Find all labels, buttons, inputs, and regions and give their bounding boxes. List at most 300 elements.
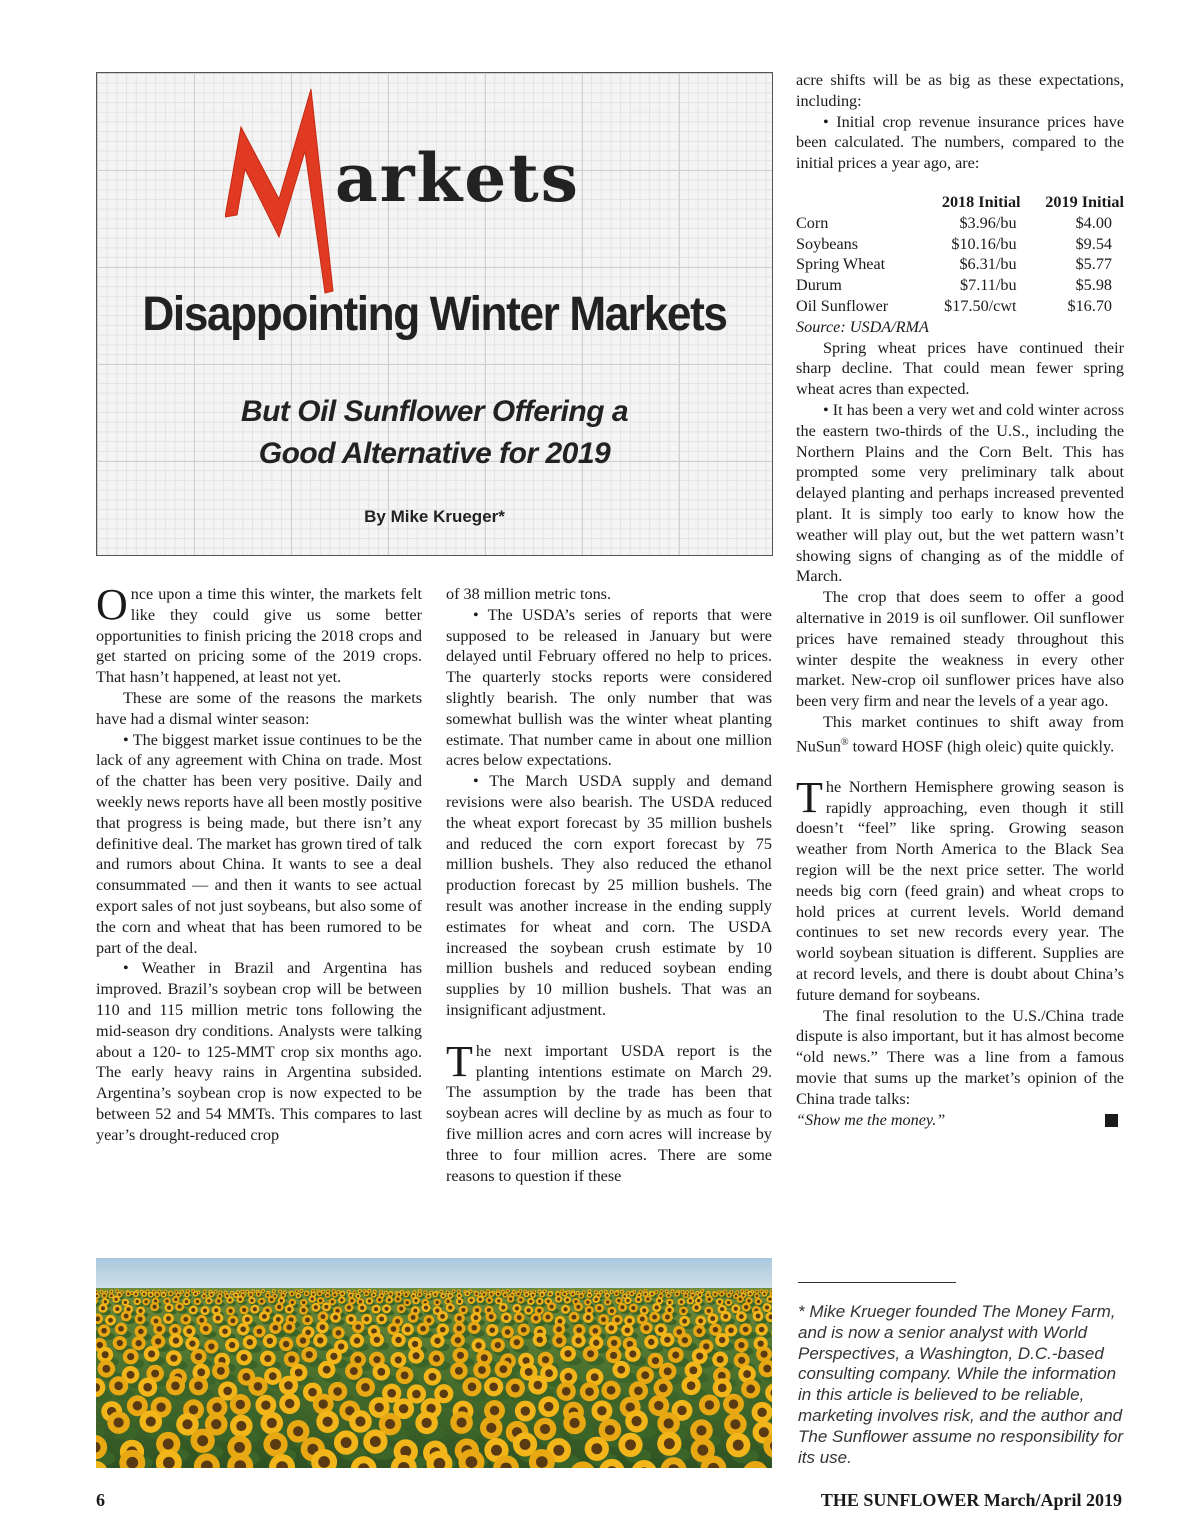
sunflower-center (458, 1294, 461, 1297)
sunflower-center (475, 1293, 478, 1296)
sunflower-center (757, 1300, 760, 1303)
sunflower-center (320, 1324, 326, 1330)
sunflower-center (505, 1329, 511, 1335)
sunflower-center (676, 1329, 682, 1335)
paragraph: The final resolution to the U.S./China trade dispute is also important, but it has almost become “old news.” There was a line from a famous movie that sums up the market’s opinion of the China trade talks: (796, 1006, 1124, 1108)
sunflower-center (230, 1318, 235, 1323)
sunflower-center (689, 1299, 692, 1302)
sunflower-center (564, 1373, 572, 1381)
sunflower-center (682, 1291, 684, 1293)
sunflower-center (589, 1290, 591, 1292)
sunflower-center (399, 1404, 408, 1413)
sunflower-center (186, 1328, 192, 1334)
sunflower-center (646, 1297, 649, 1300)
sunflower-center (534, 1381, 543, 1390)
sunflower-center (318, 1399, 327, 1408)
sunflower-center (610, 1309, 614, 1313)
table-cell-2018: $7.11/bu (960, 276, 1017, 295)
sunflower-center (156, 1293, 159, 1296)
sunflower-center (347, 1305, 351, 1309)
sunflower-center (279, 1291, 281, 1293)
table-cell-crop: Soybeans (796, 234, 859, 253)
text-run: toward HOSF (high oleic) quite quickly. (848, 737, 1115, 756)
sunflower-center (488, 1299, 491, 1302)
table-cell-2018: $10.16/bu (951, 234, 1017, 253)
sunflower-center (627, 1292, 629, 1294)
sunflower-center (538, 1291, 540, 1293)
sunflower-center (768, 1297, 771, 1300)
sunflower-center (497, 1299, 500, 1302)
sunflower-center (395, 1356, 402, 1363)
sunflower-center (210, 1293, 213, 1296)
sunflower-center (558, 1319, 563, 1324)
sunflower-center (127, 1307, 131, 1311)
sunflower-center (597, 1306, 601, 1310)
sunflower-center (708, 1298, 711, 1301)
sunflower-center (743, 1370, 751, 1378)
paragraph: The next important USDA report is the planting intentions estimate on March 29. The assumption by the trade has been that soybean acres will decline by as much as four to five million acres and corn acres will increase by three to four million acres. There are some reasons to question if these (446, 1036, 772, 1185)
sunflower-center (729, 1399, 738, 1408)
sunflower-center (615, 1317, 620, 1322)
sunflower-center (501, 1305, 505, 1309)
sunflower-center (211, 1419, 221, 1429)
sunflower-center (606, 1300, 609, 1303)
sunflower-center (374, 1307, 378, 1311)
sunflower-center (350, 1367, 358, 1375)
sunflower-center (250, 1299, 253, 1302)
sunflower-center (658, 1299, 661, 1302)
sunflower-center (720, 1307, 724, 1311)
sunflower-center (150, 1293, 153, 1296)
sunflower-center (143, 1383, 152, 1392)
article-column-2 (446, 584, 772, 1186)
bullet-paragraph: • The biggest market issue continues to be the lack of any agreement with China on trade. Most of the chatter has been very positive. Daily and weekly news reports have all been mostly positive that progress is being made, but there isn’t any definitive deal. The market has grown tired of talk and rumors about China. It wants to see a deal consummated — and then it wants to see actual export sales of not just soybeans, but also some of the corn and wheat that has been rumored to be part of the deal. (96, 730, 422, 957)
sunflower-center (695, 1306, 699, 1310)
sunflower-center (177, 1294, 180, 1297)
sunflower-center (183, 1317, 188, 1322)
sunflower-center (385, 1307, 389, 1311)
sunflower-center (282, 1294, 285, 1297)
sunflower-center (487, 1290, 489, 1292)
sunflower-center (379, 1317, 384, 1322)
sunflower-center (749, 1293, 752, 1296)
sunflower-center (242, 1294, 245, 1297)
sunflower-center (453, 1290, 455, 1292)
sunflower-center (296, 1290, 298, 1292)
sunflower-center (664, 1438, 675, 1449)
sunflower-center (544, 1402, 553, 1411)
sunflower-center (447, 1291, 449, 1293)
sunflower-center (170, 1292, 173, 1295)
sunflower-center (155, 1338, 161, 1344)
sunflower-center (440, 1291, 442, 1293)
sunflower-center (314, 1305, 318, 1309)
sunflower-center (701, 1290, 703, 1292)
sunflower-center (246, 1291, 248, 1293)
sunflower-center (323, 1417, 333, 1427)
sunflower-center (468, 1382, 477, 1391)
sunflower-center (101, 1306, 105, 1310)
sunflower-center (626, 1299, 629, 1302)
sunflower-center (627, 1318, 632, 1323)
sunflower-center (215, 1291, 217, 1293)
sunflower-center (687, 1381, 696, 1390)
sunflower-center (765, 1305, 769, 1309)
sunflower-center (742, 1294, 745, 1297)
sunflower-center (115, 1307, 119, 1311)
sunflower-center (214, 1308, 218, 1312)
sunflower-center (593, 1340, 599, 1346)
sunflower-center (236, 1421, 246, 1431)
sunflower-center (359, 1290, 361, 1292)
sunflower-center (412, 1390, 421, 1399)
sunflower-center (348, 1291, 350, 1293)
table-cell-crop: Spring Wheat (796, 255, 886, 274)
sunflower-center (631, 1416, 641, 1426)
author-footnote: * Mike Krueger founded The Money Farm, and is now a senior analyst with World Perspectives, a Washington, D.C.-based consulting company. While the information in this article is believed to be reliable, marketing involves risk, and the author and The Sunflower assume no responsibility for its use. (798, 1302, 1124, 1467)
sunflower-center (652, 1315, 657, 1320)
sunflower-center (101, 1328, 107, 1334)
table-cell-2019: $5.77 (1075, 255, 1112, 274)
page-number: 6 (96, 1490, 105, 1510)
sunflower-center (600, 1291, 602, 1293)
sunflower-center (166, 1316, 171, 1321)
sunflower-center (124, 1314, 129, 1319)
sunflower-center (435, 1301, 438, 1304)
sunflower-center (489, 1327, 495, 1333)
sunflower-center (242, 1308, 246, 1312)
sunflower-center (610, 1352, 617, 1359)
sunflower-center (736, 1292, 738, 1294)
sunflower-center (689, 1366, 697, 1374)
sunflower-center (586, 1315, 591, 1320)
sunflower-center (311, 1297, 314, 1300)
sunflower-center (707, 1309, 711, 1313)
sunflower-center (587, 1350, 594, 1357)
sunflower-center (537, 1337, 543, 1343)
sunflower-center (566, 1298, 569, 1301)
subhead (97, 391, 772, 475)
sunflower-center (448, 1306, 452, 1310)
sunflower-center (625, 1439, 636, 1450)
sunflower-center (738, 1357, 745, 1364)
footnote-rule (798, 1282, 956, 1283)
sunflower-center (661, 1290, 663, 1292)
sunflower-center (652, 1357, 659, 1364)
sunflower-center (513, 1291, 515, 1293)
table-header-2019: 2019 Initial (1045, 192, 1124, 211)
sunflower-center (759, 1327, 765, 1333)
sunflower-center (525, 1368, 533, 1376)
sunflower-center (110, 1291, 112, 1293)
sunflower-center (664, 1418, 674, 1428)
sunflower-center (756, 1291, 758, 1293)
table-row (796, 296, 1124, 317)
subhead-line-1: But Oil Sunflower Offering a (240, 395, 629, 428)
sunflower-center (162, 1293, 165, 1296)
sunflower-center (576, 1305, 580, 1309)
sunflower-center (735, 1295, 738, 1298)
sunflower-center (475, 1342, 481, 1348)
sunflower-center (165, 1299, 168, 1302)
sunflower-center (521, 1327, 527, 1333)
sunflower-center (326, 1294, 329, 1297)
sunflower-center (458, 1300, 461, 1303)
sunflower-center (470, 1290, 472, 1292)
sunflower-center (414, 1299, 417, 1302)
table-source: Source: USDA/RMA (796, 317, 929, 336)
sunflower-center (611, 1291, 613, 1293)
sunflower-center (273, 1325, 279, 1331)
sunflower-center (144, 1300, 147, 1303)
table-cell-2019: $16.70 (1067, 296, 1112, 315)
sunflower-center (746, 1291, 748, 1293)
sunflower-center (286, 1324, 292, 1330)
sunflower-center (412, 1295, 415, 1298)
sunflower-center (677, 1406, 686, 1415)
sunflower-center (185, 1300, 188, 1303)
sunflower-center (385, 1292, 387, 1294)
sunflower-center (336, 1330, 342, 1336)
sunflower-center (364, 1317, 369, 1322)
sunflower-center (757, 1408, 766, 1417)
sunflower-center (730, 1419, 740, 1429)
sunflower-center (231, 1292, 233, 1294)
sunflower-center (97, 1342, 103, 1348)
sunflower-center (360, 1306, 364, 1310)
sunflower-center (373, 1356, 380, 1363)
sunflower-center (302, 1308, 306, 1312)
sunflower-center (515, 1306, 519, 1310)
table-cell-2019: $4.00 (1075, 213, 1112, 232)
sunflower-center (395, 1319, 400, 1324)
sunflower-center (509, 1297, 512, 1300)
sunflower-center (623, 1295, 626, 1298)
sunflower-center (641, 1371, 649, 1379)
sunflower-center (207, 1299, 210, 1302)
sunflower-center (151, 1370, 159, 1378)
sunflower-center (254, 1382, 263, 1391)
closing-quote: “Show me the money.” (796, 1110, 946, 1129)
sunflower-center (514, 1339, 520, 1345)
sunflower-center (245, 1317, 250, 1322)
sunflower-center (291, 1292, 294, 1295)
sunflower-center (461, 1308, 465, 1312)
sunflower-center (660, 1294, 663, 1297)
sunflower-center (283, 1341, 289, 1347)
sunflower-center (285, 1399, 294, 1408)
sunflower-center (262, 1314, 267, 1319)
sunflower-center (203, 1309, 207, 1313)
sunflower-center (418, 1293, 421, 1296)
sunflower-center (114, 1417, 124, 1427)
sunflower-center (204, 1291, 206, 1293)
sunflower-center (287, 1307, 291, 1311)
sunflower-center (186, 1293, 189, 1296)
sunflower-center (242, 1373, 250, 1381)
sunflower-center (229, 1342, 235, 1348)
sunflower-center (312, 1293, 315, 1296)
sunflower-center (199, 1318, 204, 1323)
sunflower-center (575, 1337, 581, 1343)
sunflower-center (133, 1401, 142, 1410)
sunflower-center (607, 1386, 616, 1395)
sunflower-center (354, 1291, 356, 1293)
sunflower-center (427, 1295, 430, 1298)
sunflower-center (333, 1294, 336, 1297)
sunflower-center (685, 1294, 688, 1297)
sunflower-center (731, 1291, 733, 1293)
sunflower-center (470, 1299, 473, 1302)
sunflower-center (644, 1325, 650, 1331)
sunflower-center (489, 1314, 494, 1319)
sunflower-center (550, 1305, 554, 1309)
sunflower-center (229, 1309, 233, 1313)
sunflower-center (471, 1325, 477, 1331)
sunflower-center (595, 1298, 598, 1301)
sunflower-center (203, 1295, 206, 1298)
sunflower-center (319, 1299, 322, 1302)
sunflower-center (440, 1314, 445, 1319)
markets-title: arkets (335, 139, 580, 217)
bullet-paragraph: • It has been a very wet and cold winter across the eastern two-thirds of the U.S., including the Northern Plains and the Corn Belt. This has prompted some very preliminary talk about delayed planting and perhaps increased prevented plant. It is simply too early to know how the weather will play out, but the wet pattern wasn’t showing signs of changing as of the middle of March. (796, 400, 1124, 586)
sunflower-center (361, 1383, 370, 1392)
sunflower-center (534, 1316, 539, 1321)
sunflower-center (667, 1294, 670, 1297)
sunflower-center (257, 1293, 260, 1296)
sunflower-center (359, 1300, 362, 1303)
sunflower-center (536, 1456, 548, 1468)
sunflower-center (606, 1294, 609, 1297)
sunflower-center (728, 1327, 734, 1333)
sunflower-center (442, 1295, 445, 1298)
sunflower-center (747, 1299, 750, 1302)
sunflower-center (671, 1291, 673, 1293)
table-row (796, 254, 1124, 275)
sunflower-center (640, 1317, 645, 1322)
sunflower-center (557, 1297, 560, 1300)
sunflower-center (696, 1425, 706, 1435)
sunflower-center (136, 1300, 139, 1303)
table-row (796, 234, 1124, 255)
sunflower-center (127, 1293, 130, 1296)
sunflower-center (369, 1290, 371, 1292)
sunflower-center (718, 1300, 721, 1303)
sunflower-field-photo (96, 1258, 772, 1468)
sunflower-center (456, 1417, 466, 1427)
sunflower-center (216, 1316, 221, 1321)
table-cell-2019: $9.54 (1075, 234, 1112, 253)
sunflower-center (473, 1315, 478, 1320)
sunflower-center (147, 1291, 149, 1293)
sunflower-center (146, 1416, 156, 1426)
sunflower-center (357, 1295, 360, 1298)
sunflower-center (491, 1445, 502, 1456)
table-row (796, 213, 1124, 234)
sunflower-center (350, 1299, 353, 1302)
sunflower-center (264, 1355, 271, 1362)
sunflower-center (341, 1292, 344, 1295)
sunflower-center (218, 1295, 221, 1298)
table-row (796, 275, 1124, 296)
sunflower-center (705, 1400, 714, 1409)
sunflower-center (406, 1301, 409, 1304)
sunflower-center (609, 1325, 615, 1331)
sunflower-center (466, 1456, 478, 1468)
paragraph: Spring wheat prices have continued their sharp decline. That could mean fewer spring wheat acres than expected. (796, 338, 1124, 399)
sunflower-center (175, 1291, 177, 1293)
article-column-1 (96, 580, 422, 1146)
sunflower-center (586, 1301, 589, 1304)
sunflower-center (621, 1291, 623, 1293)
sunflower-center (668, 1301, 671, 1304)
sunflower-center (302, 1301, 305, 1304)
sunflower-center (587, 1308, 591, 1312)
sunflower-center (405, 1293, 408, 1296)
sunflower-center (682, 1319, 687, 1324)
sunflower-center (116, 1290, 118, 1292)
sunflower-center (377, 1368, 385, 1376)
sunflower-center (389, 1293, 392, 1296)
paragraph: These are some of the reasons the markets have had a dismal winter season: (96, 688, 422, 728)
sunflower-center (195, 1353, 202, 1360)
sunflower-center (542, 1356, 549, 1363)
table-cell-crop: Oil Sunflower (796, 296, 889, 315)
table-header-crop (796, 192, 917, 213)
sunflower-center (252, 1291, 254, 1293)
paragraph: acre shifts will be as big as these expectations, including: (796, 71, 1124, 110)
sunflower-center (101, 1291, 103, 1293)
sunflower-center (710, 1316, 715, 1321)
sunflower-center (395, 1337, 401, 1343)
sunflower-center (529, 1292, 531, 1294)
table-cell-crop: Corn (796, 213, 829, 232)
sunflower-center (385, 1419, 395, 1429)
sunflower-center (430, 1292, 432, 1294)
markets-logo-m (225, 87, 345, 303)
sunflower-center (483, 1293, 486, 1296)
sunflower-center (680, 1300, 683, 1303)
sunflower-center (478, 1366, 486, 1374)
sunflower-center (521, 1406, 530, 1415)
paragraph: The Northern Hemisphere growing season is rapidly approaching, even though it still doesn’t “feel” like spring. Growing season weather from North America to the Black Sea region will be the next price setter. The world needs big corn (feed grain) and wheat crops to hold prices at current levels. World demand continues to set new records every year. The world soybean situation is different. Supplies are at record levels, and there is doubt about China’s future demand for soybeans. (796, 772, 1124, 1004)
sunflower-center (761, 1290, 763, 1292)
sunflower-center (572, 1315, 577, 1320)
sunflower-center (114, 1298, 117, 1301)
sunflower-center (591, 1373, 599, 1381)
sunflower-center (331, 1300, 334, 1303)
sunflower-center (114, 1382, 123, 1391)
sunflower-center (439, 1389, 448, 1398)
sunflower-center (257, 1329, 263, 1335)
sunflower-center (305, 1292, 308, 1295)
sunflower-center (241, 1354, 248, 1361)
sunflower-center (665, 1315, 670, 1320)
bullet-paragraph: • Weather in Brazil and Argentina has improved. Brazil’s soybean crop will be between 110 and 115 million metric tons following the mid-season dry conditions. Analysts were talking about a 120- to 125-MMT crop six months ago. The early heavy rains in Argentina subsided. Argentina’s soybean crop is now expected to be between 52 and 54 MMTs. This compares to last year’s drought-reduced crop (96, 959, 422, 1144)
sunflower-center (197, 1368, 205, 1376)
sunflower-center (434, 1338, 440, 1344)
table-cell-2018: $6.31/bu (959, 255, 1017, 274)
sunflower-center (562, 1387, 571, 1396)
bullet-paragraph: • Initial crop revenue insurance prices have been calculated. The numbers, compared to the initial prices a year ago, are: (796, 112, 1124, 173)
bullet-paragraph: • The March USDA supply and demand revisions were also bearish. The USDA reduced the wheat export forecast by 35 million bushels and reduced the corn export forecast by 75 million bushels. They also reduced the ethanol production forecast by 25 million bushels. The result was another increase in the ending supply estimates for wheat and corn. The USDA increased the soybean crush estimate by 10 million bushels and reduced soybean ending supplies by 10 million bushels. That was an insignificant adjustment. (446, 772, 772, 1019)
sunflower-center (226, 1294, 229, 1297)
sunflower-center (261, 1400, 270, 1409)
sunflower-center (148, 1350, 155, 1357)
sunflower-center (763, 1293, 766, 1296)
sunflower-center (756, 1314, 761, 1319)
sunflower-center (398, 1293, 401, 1296)
